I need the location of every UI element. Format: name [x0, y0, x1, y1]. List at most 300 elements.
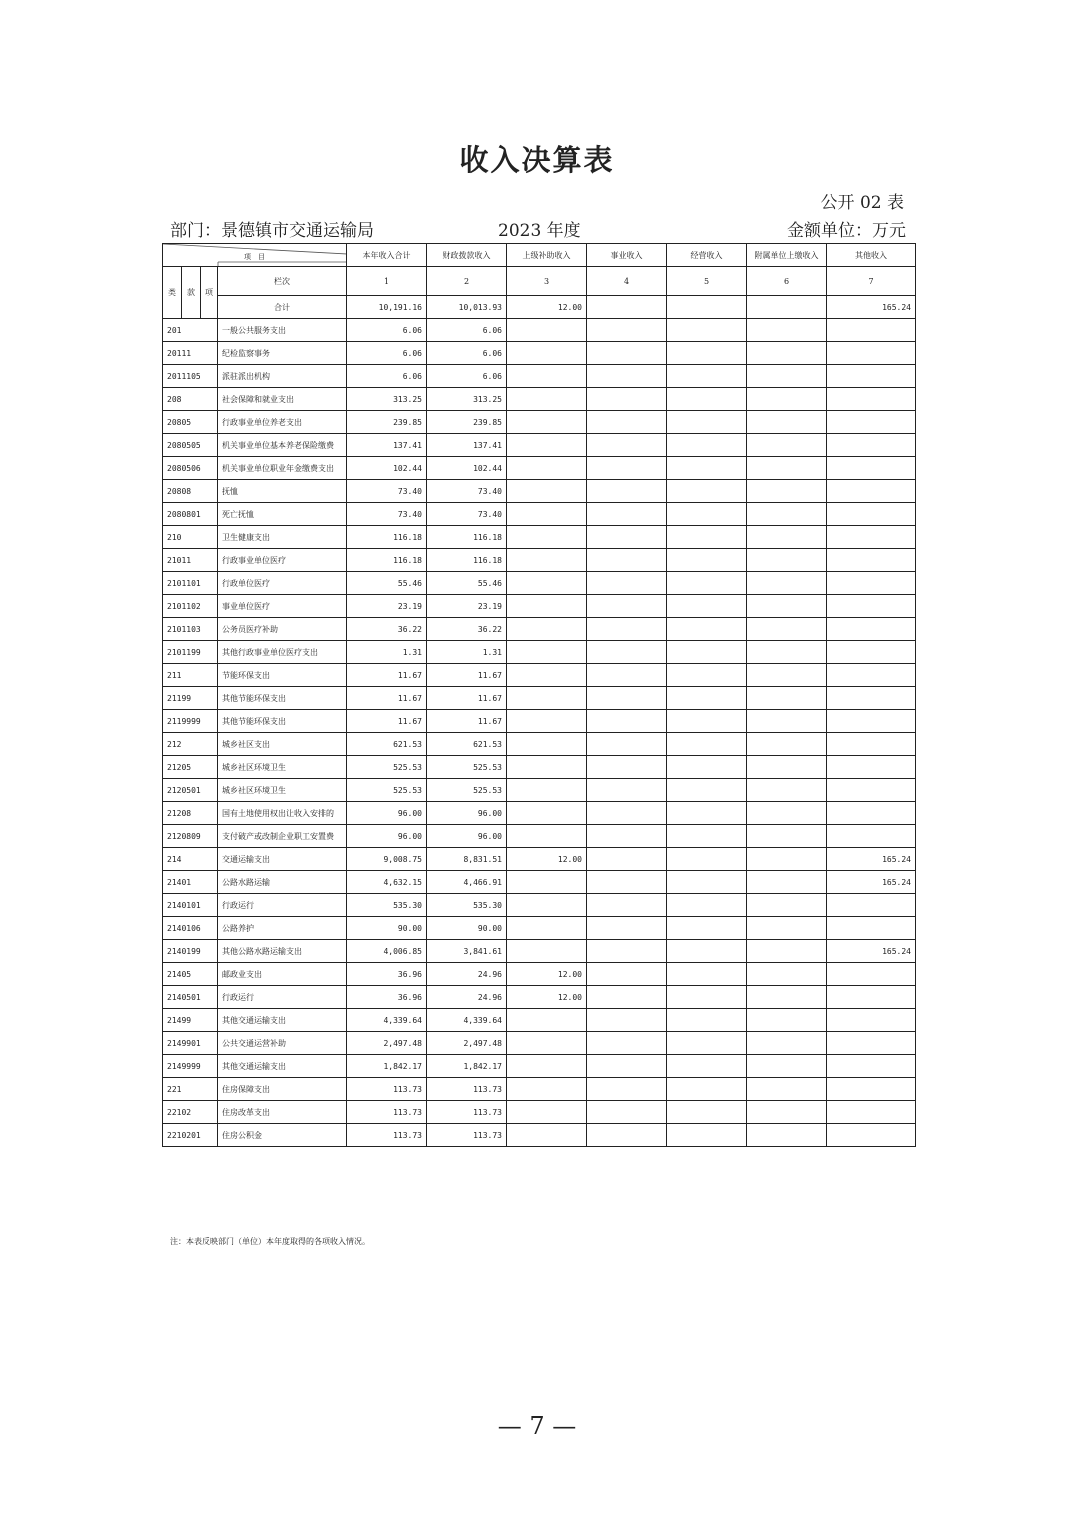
table-note: 注：本表反映部门（单位）本年度取得的各项收入情况。: [170, 1237, 370, 1246]
row-affiliate-income: [747, 848, 827, 871]
row-code: 2149901: [163, 1032, 218, 1055]
table-row: [163, 572, 916, 595]
row-operating-income: [667, 963, 747, 986]
row-total-income: 23.19: [347, 595, 427, 618]
table-row: [163, 733, 916, 756]
row-code: 2120501: [163, 779, 218, 802]
table-row: [163, 526, 916, 549]
table-row: [163, 365, 916, 388]
row-subject-name: 机关事业单位职业年金缴费支出: [218, 457, 347, 480]
unit-label: 金额单位：万元: [787, 221, 906, 241]
row-fiscal-income: 11.67: [427, 710, 507, 733]
row-superior-subsidy: [507, 1032, 587, 1055]
row-code: 210: [163, 526, 218, 549]
table-row: [163, 802, 916, 825]
row-business-income: [587, 779, 667, 802]
row-operating-income: [667, 1009, 747, 1032]
row-code: 2080505: [163, 434, 218, 457]
table-row: [163, 480, 916, 503]
row-business-income: [587, 572, 667, 595]
table-row: [163, 411, 916, 434]
row-other-income: [827, 618, 916, 641]
row-other-income: [827, 963, 916, 986]
row-operating-income: [667, 549, 747, 572]
row-business-income: [587, 503, 667, 526]
row-fiscal-income: 4,339.64: [427, 1009, 507, 1032]
row-business-income: [587, 825, 667, 848]
table-row: [163, 549, 916, 572]
row-total-income: 113.73: [347, 1101, 427, 1124]
row-total-income: 6.06: [347, 319, 427, 342]
row-total-income: 102.44: [347, 457, 427, 480]
row-total-income: 36.96: [347, 963, 427, 986]
row-other-income: [827, 342, 916, 365]
row-subject-name: 社会保障和就业支出: [218, 388, 347, 411]
row-business-income: [587, 1101, 667, 1124]
col-header-2: 财政拨款收入: [427, 244, 507, 267]
row-fiscal-income: 6.06: [427, 365, 507, 388]
row-total-income: 96.00: [347, 802, 427, 825]
row-total-income: 113.73: [347, 1078, 427, 1101]
row-superior-subsidy: [507, 710, 587, 733]
table-row: [163, 871, 916, 894]
row-affiliate-income: [747, 1009, 827, 1032]
row-other-income: [827, 1032, 916, 1055]
col-header-1: 本年收入合计: [347, 244, 427, 267]
row-superior-subsidy: [507, 411, 587, 434]
row-code: 21499: [163, 1009, 218, 1032]
row-superior-subsidy: [507, 365, 587, 388]
row-affiliate-income: [747, 1101, 827, 1124]
row-affiliate-income: [747, 503, 827, 526]
row-affiliate-income: [747, 411, 827, 434]
row-business-income: [587, 710, 667, 733]
row-fiscal-income: 621.53: [427, 733, 507, 756]
row-other-income: [827, 1009, 916, 1032]
row-business-income: [587, 756, 667, 779]
table-row: [163, 1009, 916, 1032]
row-operating-income: [667, 319, 747, 342]
row-code: 2140199: [163, 940, 218, 963]
row-other-income: [827, 411, 916, 434]
row-total-income: 116.18: [347, 549, 427, 572]
row-code: 20805: [163, 411, 218, 434]
row-subject-name: 支付破产或改制企业职工安置费: [218, 825, 347, 848]
row-operating-income: [667, 894, 747, 917]
row-business-income: [587, 342, 667, 365]
row-superior-subsidy: [507, 894, 587, 917]
row-superior-subsidy: [507, 618, 587, 641]
row-fiscal-income: 4,466.91: [427, 871, 507, 894]
row-affiliate-income: [747, 618, 827, 641]
row-code: 2120809: [163, 825, 218, 848]
row-affiliate-income: [747, 756, 827, 779]
row-total-income: 239.85: [347, 411, 427, 434]
row-affiliate-income: [747, 802, 827, 825]
table-row: [163, 940, 916, 963]
item-header-cell: [163, 244, 347, 267]
row-other-income: [827, 802, 916, 825]
row-affiliate-income: [747, 986, 827, 1009]
page-number: — 7 —: [497, 1412, 577, 1440]
row-code: 21401: [163, 871, 218, 894]
table-row: [163, 710, 916, 733]
row-affiliate-income: [747, 940, 827, 963]
row-subject-name: 国有土地使用权出让收入安排的: [218, 802, 347, 825]
table-row: [163, 687, 916, 710]
table-row: [163, 917, 916, 940]
row-operating-income: [667, 342, 747, 365]
row-other-income: [827, 779, 916, 802]
row-total-income: 6.06: [347, 365, 427, 388]
row-operating-income: [667, 1078, 747, 1101]
row-other-income: [827, 434, 916, 457]
row-fiscal-income: 11.67: [427, 687, 507, 710]
row-total-income: 73.40: [347, 503, 427, 526]
row-other-income: [827, 1124, 916, 1147]
row-affiliate-income: [747, 1124, 827, 1147]
row-affiliate-income: [747, 641, 827, 664]
row-fiscal-income: 535.30: [427, 894, 507, 917]
row-subject-name: 公路水路运输: [218, 871, 347, 894]
row-code: 2101199: [163, 641, 218, 664]
row-other-income: [827, 917, 916, 940]
row-operating-income: [667, 526, 747, 549]
row-total-income: 4,632.15: [347, 871, 427, 894]
row-subject-name: 机关事业单位基本养老保险缴费: [218, 434, 347, 457]
row-other-income: [827, 894, 916, 917]
row-subject-name: 其他行政事业单位医疗支出: [218, 641, 347, 664]
row-fiscal-income: 6.06: [427, 342, 507, 365]
row-other-income: [827, 595, 916, 618]
row-superior-subsidy: [507, 572, 587, 595]
row-fiscal-income: 55.46: [427, 572, 507, 595]
row-affiliate-income: [747, 779, 827, 802]
row-business-income: [587, 526, 667, 549]
row-code: 2101103: [163, 618, 218, 641]
row-other-income: [827, 1078, 916, 1101]
table-row: [163, 756, 916, 779]
kind-kuan-cell: [182, 267, 201, 319]
row-total-income: 525.53: [347, 779, 427, 802]
total-row: [163, 296, 916, 319]
row-total-income: 90.00: [347, 917, 427, 940]
row-total-income: 2,497.48: [347, 1032, 427, 1055]
row-business-income: [587, 963, 667, 986]
row-fiscal-income: 239.85: [427, 411, 507, 434]
row-fiscal-income: 24.96: [427, 986, 507, 1009]
row-fiscal-income: 73.40: [427, 480, 507, 503]
table-row: [163, 1032, 916, 1055]
row-other-income: 165.24: [827, 848, 916, 871]
row-business-income: [587, 457, 667, 480]
row-fiscal-income: 113.73: [427, 1124, 507, 1147]
department-label: 部门：景德镇市交通运输局: [170, 221, 374, 241]
row-code: 2101102: [163, 595, 218, 618]
row-fiscal-income: 137.41: [427, 434, 507, 457]
row-subject-name: 邮政业支出: [218, 963, 347, 986]
total-value-1: 10,191.16: [347, 296, 427, 319]
table-row: [163, 319, 916, 342]
row-business-income: [587, 1124, 667, 1147]
table-row: [163, 986, 916, 1009]
row-superior-subsidy: [507, 434, 587, 457]
row-subject-name: 行政运行: [218, 986, 347, 1009]
row-subject-name: 城乡社区支出: [218, 733, 347, 756]
row-superior-subsidy: [507, 687, 587, 710]
row-superior-subsidy: [507, 871, 587, 894]
row-subject-name: 行政单位医疗: [218, 572, 347, 595]
row-superior-subsidy: [507, 549, 587, 572]
row-business-income: [587, 1055, 667, 1078]
row-fiscal-income: 96.00: [427, 825, 507, 848]
row-subject-name: 卫生健康支出: [218, 526, 347, 549]
row-other-income: [827, 503, 916, 526]
row-fiscal-income: 23.19: [427, 595, 507, 618]
row-operating-income: [667, 1032, 747, 1055]
row-total-income: 96.00: [347, 825, 427, 848]
row-affiliate-income: [747, 733, 827, 756]
col-header-5: 经营收入: [667, 244, 747, 267]
row-fiscal-income: 24.96: [427, 963, 507, 986]
row-superior-subsidy: 12.00: [507, 986, 587, 1009]
row-operating-income: [667, 641, 747, 664]
table-row: [163, 664, 916, 687]
row-subject-name: 其他公路水路运输支出: [218, 940, 347, 963]
total-value-7: 165.24: [827, 296, 916, 319]
row-other-income: [827, 825, 916, 848]
row-subject-name: 其他节能环保支出: [218, 687, 347, 710]
row-code: 2140106: [163, 917, 218, 940]
total-value-5: [667, 296, 747, 319]
row-fiscal-income: 102.44: [427, 457, 507, 480]
row-operating-income: [667, 1101, 747, 1124]
row-fiscal-income: 525.53: [427, 756, 507, 779]
col-header-7: 其他收入: [827, 244, 916, 267]
row-fiscal-income: 3,841.61: [427, 940, 507, 963]
row-superior-subsidy: [507, 1124, 587, 1147]
row-superior-subsidy: [507, 1101, 587, 1124]
row-business-income: [587, 1032, 667, 1055]
row-code: 21199: [163, 687, 218, 710]
row-operating-income: [667, 848, 747, 871]
row-operating-income: [667, 480, 747, 503]
row-business-income: [587, 480, 667, 503]
row-operating-income: [667, 802, 747, 825]
row-other-income: [827, 687, 916, 710]
row-affiliate-income: [747, 825, 827, 848]
row-superior-subsidy: [507, 1078, 587, 1101]
row-business-income: [587, 1009, 667, 1032]
row-affiliate-income: [747, 871, 827, 894]
row-subject-name: 公共交通运营补助: [218, 1032, 347, 1055]
row-fiscal-income: 113.73: [427, 1078, 507, 1101]
row-subject-name: 事业单位医疗: [218, 595, 347, 618]
row-total-income: 9,008.75: [347, 848, 427, 871]
row-superior-subsidy: [507, 319, 587, 342]
col-header-6: 附属单位上缴收入: [747, 244, 827, 267]
row-subject-name: 行政事业单位养老支出: [218, 411, 347, 434]
row-superior-subsidy: [507, 664, 587, 687]
row-other-income: [827, 572, 916, 595]
row-subject-name: 节能环保支出: [218, 664, 347, 687]
table-row: [163, 1078, 916, 1101]
table-row: [163, 641, 916, 664]
row-other-income: [827, 526, 916, 549]
row-code: 21208: [163, 802, 218, 825]
row-other-income: [827, 480, 916, 503]
row-code: 20808: [163, 480, 218, 503]
row-subject-name: 公务员医疗补助: [218, 618, 347, 641]
row-operating-income: [667, 664, 747, 687]
row-code: 2210201: [163, 1124, 218, 1147]
row-affiliate-income: [747, 1032, 827, 1055]
row-total-income: 36.22: [347, 618, 427, 641]
row-subject-name: 抚恤: [218, 480, 347, 503]
row-affiliate-income: [747, 549, 827, 572]
table-body: [163, 319, 916, 1147]
table-row: [163, 779, 916, 802]
col-header-4: 事业收入: [587, 244, 667, 267]
row-business-income: [587, 319, 667, 342]
table-row: [163, 848, 916, 871]
row-subject-name: 其他节能环保支出: [218, 710, 347, 733]
row-superior-subsidy: [507, 733, 587, 756]
report-meta: [170, 216, 906, 240]
row-operating-income: [667, 365, 747, 388]
col-num-6: 6: [747, 267, 827, 296]
row-fiscal-income: 8,831.51: [427, 848, 507, 871]
row-business-income: [587, 940, 667, 963]
row-affiliate-income: [747, 434, 827, 457]
row-code: 2080801: [163, 503, 218, 526]
row-code: 2140101: [163, 894, 218, 917]
row-subject-name: 城乡社区环境卫生: [218, 779, 347, 802]
row-business-income: [587, 549, 667, 572]
total-value-3: 12.00: [507, 296, 587, 319]
row-operating-income: [667, 710, 747, 733]
row-operating-income: [667, 825, 747, 848]
row-business-income: [587, 1078, 667, 1101]
row-superior-subsidy: [507, 641, 587, 664]
total-value-2: 10,013.93: [427, 296, 507, 319]
item-header-label: 项 目: [244, 253, 265, 261]
row-code: 2101101: [163, 572, 218, 595]
row-affiliate-income: [747, 710, 827, 733]
table-row: [163, 618, 916, 641]
row-operating-income: [667, 986, 747, 1009]
row-code: 211: [163, 664, 218, 687]
year-label: 2023 年度: [498, 221, 581, 241]
row-code: 2140501: [163, 986, 218, 1009]
row-affiliate-income: [747, 319, 827, 342]
row-code: 22102: [163, 1101, 218, 1124]
row-affiliate-income: [747, 526, 827, 549]
row-superior-subsidy: [507, 940, 587, 963]
row-subject-name: 交通运输支出: [218, 848, 347, 871]
row-fiscal-income: 313.25: [427, 388, 507, 411]
row-fiscal-income: 2,497.48: [427, 1032, 507, 1055]
row-total-income: 1.31: [347, 641, 427, 664]
row-operating-income: [667, 457, 747, 480]
row-fiscal-income: 11.67: [427, 664, 507, 687]
row-fiscal-income: 90.00: [427, 917, 507, 940]
row-fiscal-income: 113.73: [427, 1101, 507, 1124]
row-affiliate-income: [747, 342, 827, 365]
row-business-income: [587, 618, 667, 641]
row-fiscal-income: 1,842.17: [427, 1055, 507, 1078]
row-superior-subsidy: [507, 595, 587, 618]
row-code: 2080506: [163, 457, 218, 480]
row-other-income: [827, 664, 916, 687]
form-code: 公开 02 表: [820, 193, 904, 213]
row-total-income: 113.73: [347, 1124, 427, 1147]
table-row: [163, 595, 916, 618]
row-total-income: 116.18: [347, 526, 427, 549]
row-code: 208: [163, 388, 218, 411]
row-fiscal-income: 96.00: [427, 802, 507, 825]
row-code: 2119999: [163, 710, 218, 733]
kind-kuan-label: 款: [187, 288, 195, 297]
row-code: 20111: [163, 342, 218, 365]
total-value-6: [747, 296, 827, 319]
row-subject-name: 住房保障支出: [218, 1078, 347, 1101]
table-row: [163, 1124, 916, 1147]
kind-xiang-cell: [201, 267, 218, 319]
table-row: [163, 1101, 916, 1124]
row-superior-subsidy: [507, 802, 587, 825]
row-fiscal-income: 36.22: [427, 618, 507, 641]
row-superior-subsidy: [507, 526, 587, 549]
row-subject-name: 城乡社区环境卫生: [218, 756, 347, 779]
report-title: 收入决算表: [459, 143, 615, 177]
row-affiliate-income: [747, 595, 827, 618]
row-subject-name: 住房公积金: [218, 1124, 347, 1147]
row-code: 2011105: [163, 365, 218, 388]
row-superior-subsidy: [507, 480, 587, 503]
row-superior-subsidy: [507, 825, 587, 848]
row-operating-income: [667, 940, 747, 963]
row-fiscal-income: 6.06: [427, 319, 507, 342]
row-other-income: 165.24: [827, 871, 916, 894]
row-business-income: [587, 434, 667, 457]
row-operating-income: [667, 687, 747, 710]
row-fiscal-income: 525.53: [427, 779, 507, 802]
row-other-income: [827, 365, 916, 388]
row-operating-income: [667, 733, 747, 756]
table-row: [163, 503, 916, 526]
row-affiliate-income: [747, 480, 827, 503]
table-row: [163, 825, 916, 848]
row-business-income: [587, 411, 667, 434]
row-fiscal-income: 116.18: [427, 526, 507, 549]
row-subject-name: 一般公共服务支出: [218, 319, 347, 342]
table-row: [163, 457, 916, 480]
row-operating-income: [667, 1124, 747, 1147]
row-operating-income: [667, 503, 747, 526]
row-business-income: [587, 641, 667, 664]
row-business-income: [587, 802, 667, 825]
row-other-income: [827, 710, 916, 733]
col-num-4: 4: [587, 267, 667, 296]
row-other-income: [827, 641, 916, 664]
row-code: 201: [163, 319, 218, 342]
row-business-income: [587, 894, 667, 917]
total-label: 合计: [218, 296, 347, 319]
col-num-7: 7: [827, 267, 916, 296]
col-header-3: 上级补助收入: [507, 244, 587, 267]
table-row: [163, 1055, 916, 1078]
